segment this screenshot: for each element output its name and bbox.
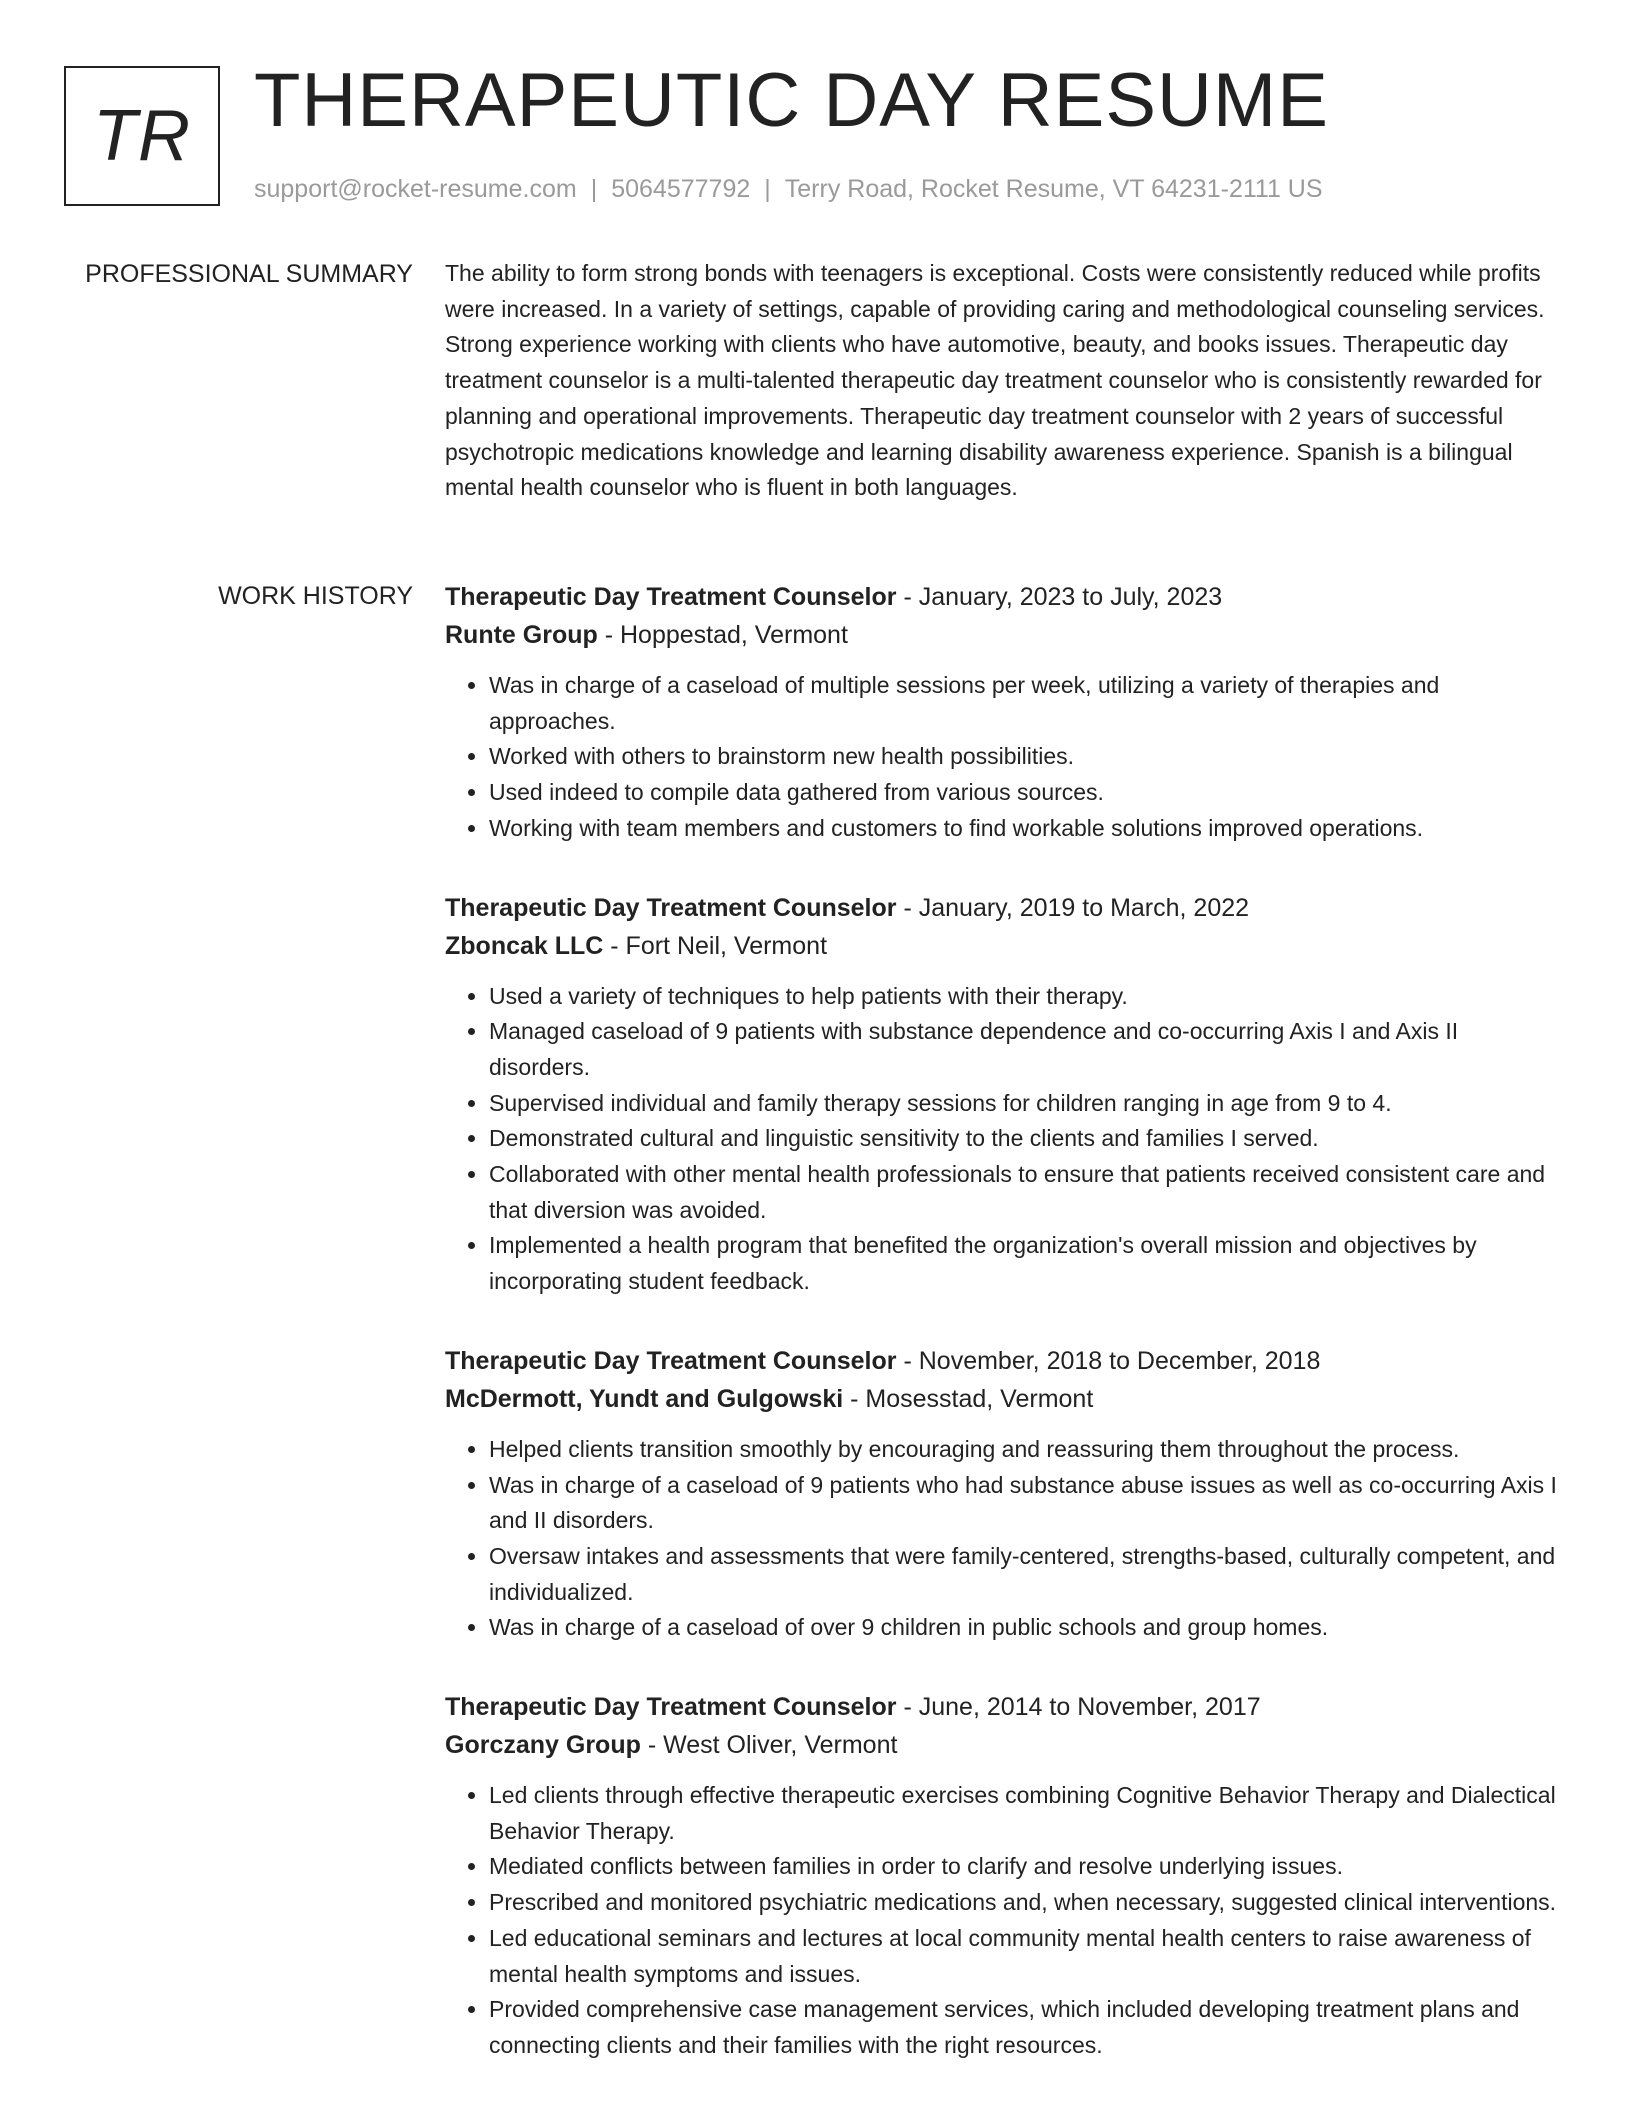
job-location: - Mosesstad, Vermont xyxy=(843,1384,1094,1413)
job-bullet-list xyxy=(445,979,1557,1300)
job-bullet: • Was in charge of a caseload of over 9 children in public schools and group homes. xyxy=(489,1610,1557,1646)
job-bullet: • Working with team members and customers to find workable solutions improved operations. xyxy=(489,811,1557,847)
job-company: Gorczany Group xyxy=(445,1731,641,1760)
job-entry xyxy=(445,578,1557,847)
contact-email: support@rocket-resume.com xyxy=(254,175,577,203)
job-bullet: • Demonstrated cultural and linguistic sensitivity to the clients and families I served. xyxy=(489,1121,1557,1157)
job-bullet: • Supervised individual and family therapy sessions for children ranging in age from 9 to 4. xyxy=(489,1086,1557,1122)
job-bullet: • Was in charge of a caseload of 9 patients who had substance abuse issues as well as co-occurring Axis I and II disorders. xyxy=(489,1468,1557,1539)
work-history-heading: WORK HISTORY xyxy=(218,582,413,610)
job-bullet: • Managed caseload of 9 patients with substance dependence and co-occurring Axis I and Axis II disorders. xyxy=(489,1014,1557,1085)
summary-text: The ability to form strong bonds with teenagers is exceptional. Costs were consistently reduced while profits were increased. In a variety of settings, capable of providing caring and methodological counseling services. Strong experience working with clients who have automotive, beauty, and books issues. Therapeutic day treatment counselor is a multi-talented therapeutic day treatment counselor who is consistently rewarded for planning and operational improvements. Therapeutic day treatment counselor with 2 years of successful psychotropic medications knowledge and learning disability awareness experience. Spanish is a bilingual mental health counselor who is fluent in both languages. xyxy=(445,260,1545,501)
job-bullet: • Helped clients transition smoothly by encouraging and reassuring them throughout the process. xyxy=(489,1432,1557,1468)
job-entry xyxy=(445,1342,1557,1646)
summary-heading: PROFESSIONAL SUMMARY xyxy=(85,260,413,288)
job-bullet: • Provided comprehensive case management services, which included developing treatment plans and connecting clients and their families with the right resources. xyxy=(489,1992,1557,2063)
job-company-line xyxy=(445,927,1557,965)
job-bullet: • Worked with others to brainstorm new health possibilities. xyxy=(489,739,1557,775)
job-title: Therapeutic Day Treatment Counselor xyxy=(445,1346,897,1375)
contact-line xyxy=(254,172,1323,206)
job-title-line xyxy=(445,1688,1557,1726)
resume-title: THERAPEUTIC DAY RESUME xyxy=(254,58,1329,143)
job-bullet-list xyxy=(445,668,1557,847)
job-company-line xyxy=(445,1380,1557,1418)
job-company-line xyxy=(445,616,1557,654)
job-bullet: • Used a variety of techniques to help patients with their therapy. xyxy=(489,979,1557,1015)
job-bullet: • Led clients through effective therapeutic exercises combining Cognitive Behavior Therapy and Dialectical Behavior Therapy. xyxy=(489,1778,1557,1849)
job-title: Therapeutic Day Treatment Counselor xyxy=(445,893,897,922)
job-bullet: • Led educational seminars and lectures at local community mental health centers to raise awareness of mental health symptoms and issues. xyxy=(489,1921,1557,1992)
contact-separator: | xyxy=(590,175,598,203)
job-bullet-list xyxy=(445,1432,1557,1646)
monogram-logo: TR xyxy=(64,66,220,206)
job-dates: - June, 2014 to November, 2017 xyxy=(896,1693,1261,1722)
job-company: Runte Group xyxy=(445,621,598,649)
job-title-line xyxy=(445,889,1557,927)
job-company-line xyxy=(445,1726,1557,1764)
job-title: Therapeutic Day Treatment Counselor xyxy=(445,1693,897,1722)
job-entry xyxy=(445,1688,1557,2064)
contact-separator: | xyxy=(764,175,771,203)
contact-phone: 5064577792 xyxy=(611,175,751,203)
job-bullet: • Collaborated with other mental health professionals to ensure that patients received consistent care and that diversion was avoided. xyxy=(489,1157,1557,1228)
job-location: - Hoppestad, Vermont xyxy=(597,621,848,649)
job-bullet: • Oversaw intakes and assessments that were family-centered, strengths-based, culturally competent, and individualized. xyxy=(489,1539,1557,1610)
job-bullet: • Used indeed to compile data gathered from various sources. xyxy=(489,775,1557,811)
work-history-list xyxy=(445,578,1557,2106)
job-bullet: • Mediated conflicts between families in order to clarify and resolve underlying issues. xyxy=(489,1849,1557,1885)
job-title-line xyxy=(445,578,1557,616)
job-bullet-list xyxy=(445,1778,1557,2064)
job-entry xyxy=(445,889,1557,1300)
job-bullet: • Prescribed and monitored psychiatric medications and, when necessary, suggested clinical interventions. xyxy=(489,1885,1557,1921)
job-bullet: • Implemented a health program that benefited the organization's overall mission and objectives by incorporating student feedback. xyxy=(489,1228,1557,1299)
job-dates: - January, 2019 to March, 2022 xyxy=(896,893,1250,922)
contact-address: Terry Road, Rocket Resume, VT 64231-2111 US xyxy=(784,175,1323,203)
job-title-line xyxy=(445,1342,1557,1380)
job-dates: - January, 2023 to July, 2023 xyxy=(896,583,1223,611)
summary-body xyxy=(445,256,1557,506)
job-company: McDermott, Yundt and Gulgowski xyxy=(445,1384,844,1413)
job-bullet: • Was in charge of a caseload of multiple sessions per week, utilizing a variety of therapies and approaches. xyxy=(489,668,1557,739)
job-company: Zboncak LLC xyxy=(445,931,604,960)
job-dates: - November, 2018 to December, 2018 xyxy=(896,1346,1321,1375)
job-location: - West Oliver, Vermont xyxy=(640,1731,898,1760)
job-title: Therapeutic Day Treatment Counselor xyxy=(445,583,897,611)
job-location: - Fort Neil, Vermont xyxy=(603,931,828,960)
